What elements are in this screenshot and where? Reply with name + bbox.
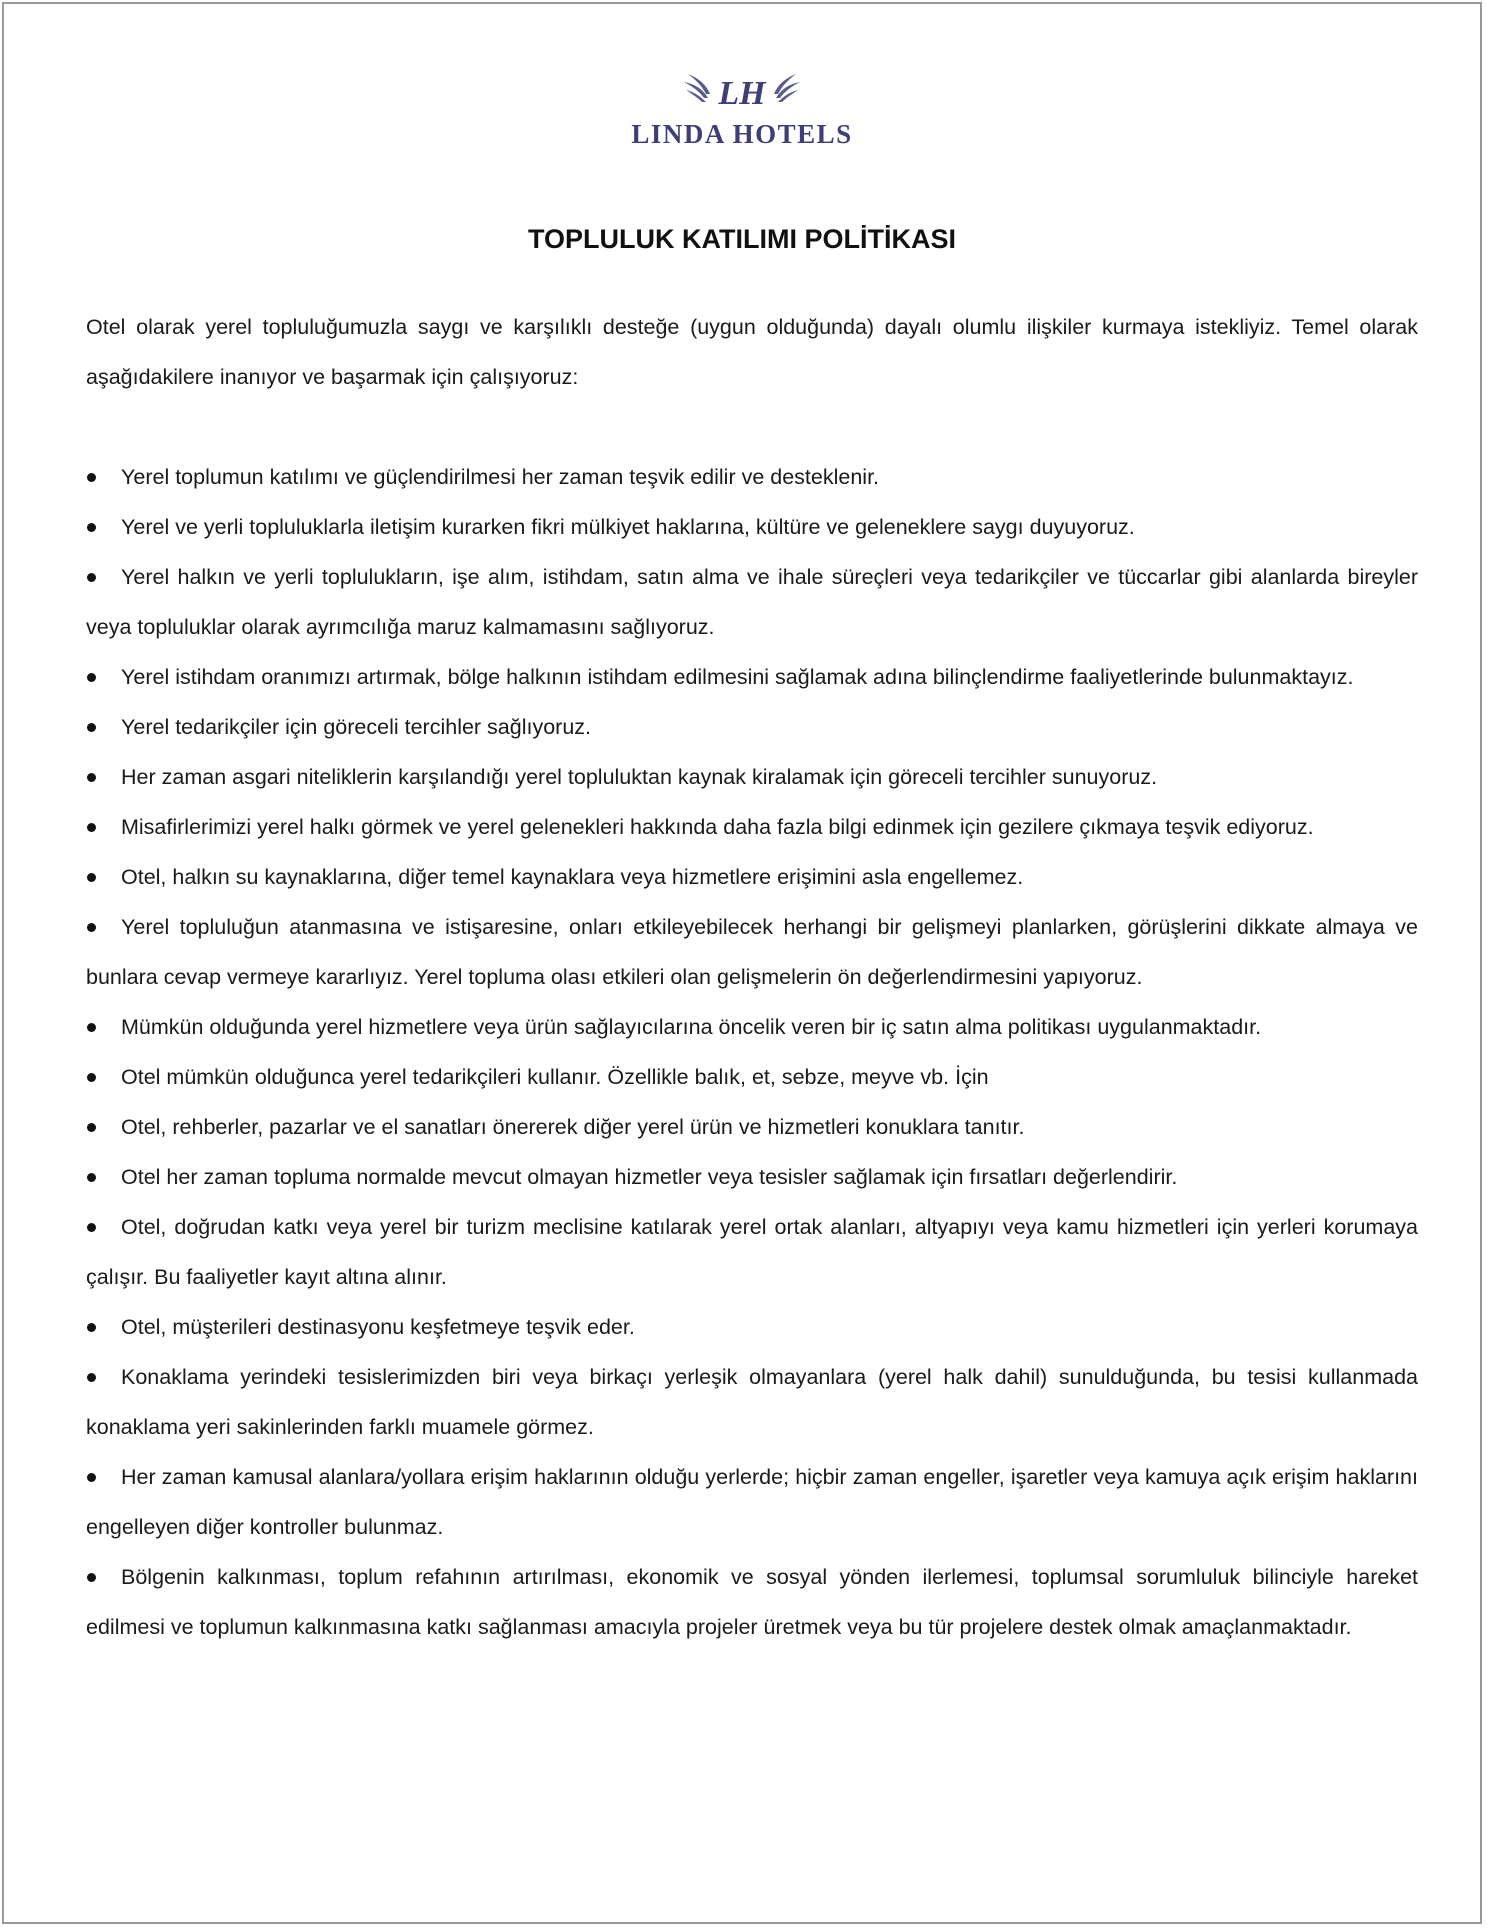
bullet-icon — [87, 723, 96, 732]
bullet-icon — [87, 1173, 96, 1182]
list-item-text: Bölgenin kalkınması, toplum refahının artırılması, ekonomik ve sosyal yönden ilerlemesi, toplumsal sorumluluk bilinciyle hareket edilmesi ve toplumun kalkınmasına katkı sağlanması amacıyla projeler üretmek veya bu tür projelere destek olmak amaçlanmaktadır. — [86, 1565, 1418, 1639]
bullet-icon — [87, 873, 96, 882]
list-item — [86, 852, 1418, 902]
list-item — [86, 1552, 1418, 1652]
list-item — [86, 1052, 1418, 1102]
list-item — [86, 502, 1418, 552]
list-item — [86, 702, 1418, 752]
list-item — [86, 1102, 1418, 1152]
list-item — [86, 1202, 1418, 1302]
list-item-text: Yerel istihdam oranımızı artırmak, bölge halkının istihdam edilmesini sağlamak adına bilinçlendirme faaliyetlerinde bulunmaktayız. — [121, 665, 1354, 689]
document-body — [86, 302, 1418, 1652]
bullet-icon — [87, 1023, 96, 1032]
list-item-text: Otel, rehberler, pazarlar ve el sanatları önererek diğer yerel ürün ve hizmetleri konuklara tanıtır. — [121, 1115, 1025, 1139]
intro-paragraph: Otel olarak yerel topluluğumuzla saygı ve karşılıklı desteğe (uygun olduğunda) dayalı olumlu ilişkiler kurmaya istekliyiz. Temel olarak aşağıdakilere inanıyor ve başarmak için çalışıyoruz: — [86, 315, 1418, 389]
list-item-text: Yerel toplumun katılımı ve güçlendirilmesi her zaman teşvik edilir ve desteklenir. — [121, 465, 880, 489]
list-item-text: Yerel halkın ve yerli toplulukların, işe alım, istihdam, satın alma ve ihale süreçleri veya tedarikçiler ve tüccarlar gibi alanlarda bireyler veya topluluklar olarak ayrımcılığa maruz kalmamasını sağlıyoruz. — [86, 565, 1418, 639]
logo-monogram: LH — [718, 75, 766, 112]
bullet-icon — [87, 823, 96, 832]
document-page — [2, 2, 1482, 1924]
wings-monogram-icon — [682, 68, 802, 112]
list-item-text: Her zaman asgari niteliklerin karşılandığı yerel topluluktan kaynak kiralamak için göreceli tercihler sunuyoruz. — [121, 765, 1158, 789]
bullet-icon — [87, 773, 96, 782]
list-item-text: Misafirlerimizi yerel halkı görmek ve yerel gelenekleri hakkında daha fazla bilgi edinmek için gezilere çıkmaya teşvik ediyoruz. — [121, 815, 1314, 839]
list-item-text: Otel, halkın su kaynaklarına, diğer temel kaynaklara veya hizmetlere erişimini asla engellemez. — [121, 865, 1024, 889]
list-item-text: Her zaman kamusal alanlara/yollara erişim haklarının olduğu yerlerde; hiçbir zaman engeller, işaretler veya kamuya açık erişim haklarını engelleyen diğer kontroller bulunmaz. — [86, 1465, 1418, 1539]
list-item-text: Otel, doğrudan katkı veya yerel bir turizm meclisine katılarak yerel ortak alanları, altyapıyı veya kamu hizmetleri için yerleri korumaya çalışır. Bu faaliyetler kayıt altına alınır. — [86, 1215, 1418, 1289]
list-item-text: Mümkün olduğunda yerel hizmetlere veya ürün sağlayıcılarına öncelik veren bir iç satın alma politikası uygulanmaktadır. — [121, 1015, 1262, 1039]
bullet-icon — [87, 1123, 96, 1132]
bullet-icon — [87, 523, 96, 532]
list-item-text: Yerel topluluğun atanmasına ve istişaresine, onları etkileyebilecek herhangi bir gelişmeyi planlarken, görüşlerini dikkate almaya ve bunlara cevap vermeye kararlıyız. Yerel topluma olası etkileri olan gelişmelerin ön değerlendirmesini yapıyoruz. — [86, 915, 1418, 989]
list-item-text: Yerel ve yerli topluluklarla iletişim kurarken fikri mülkiyet haklarına, kültüre ve geleneklere saygı duyuyoruz. — [121, 515, 1135, 539]
bullet-icon — [87, 1473, 96, 1482]
bullet-icon — [87, 1573, 96, 1582]
list-item-text: Otel mümkün olduğunca yerel tedarikçileri kullanır. Özellikle balık, et, sebze, meyve vb. İçin — [121, 1065, 989, 1089]
list-item — [86, 1352, 1418, 1452]
list-item-text: Konaklama yerindeki tesislerimizden biri veya birkaçı yerleşik olmayanlara (yerel halk dahil) sunulduğunda, bu tesisi kullanmada konaklama yeri sakinlerinden farklı muamele görmez. — [86, 1365, 1418, 1439]
bullet-icon — [87, 473, 96, 482]
list-item — [86, 652, 1418, 702]
list-item — [86, 752, 1418, 802]
bullet-icon — [87, 1223, 96, 1232]
bullet-icon — [87, 573, 96, 582]
list-item-text: Otel her zaman topluma normalde mevcut olmayan hizmetler veya tesisler sağlamak için fırsatları değerlendirir. — [121, 1165, 1178, 1189]
list-item — [86, 552, 1418, 652]
hotel-logo — [4, 68, 1480, 154]
policy-list — [86, 452, 1418, 1652]
list-item — [86, 1002, 1418, 1052]
bullet-icon — [87, 923, 96, 932]
list-item — [86, 1452, 1418, 1552]
bullet-icon — [87, 1323, 96, 1332]
bullet-icon — [87, 1373, 96, 1382]
bullet-icon — [87, 1073, 96, 1082]
bullet-icon — [87, 673, 96, 682]
list-item — [86, 802, 1418, 852]
list-item — [86, 902, 1418, 1002]
list-item — [86, 1302, 1418, 1352]
document-title: TOPLULUK KATILIMI POLİTİKASI — [528, 224, 956, 254]
list-item-text: Otel, müşterileri destinasyonu keşfetmeye teşvik eder. — [121, 1315, 635, 1339]
list-item-text: Yerel tedarikçiler için göreceli tercihler sağlıyoruz. — [121, 715, 592, 739]
list-item — [86, 1152, 1418, 1202]
list-item — [86, 452, 1418, 502]
logo-name: LINDA HOTELS — [631, 119, 853, 149]
